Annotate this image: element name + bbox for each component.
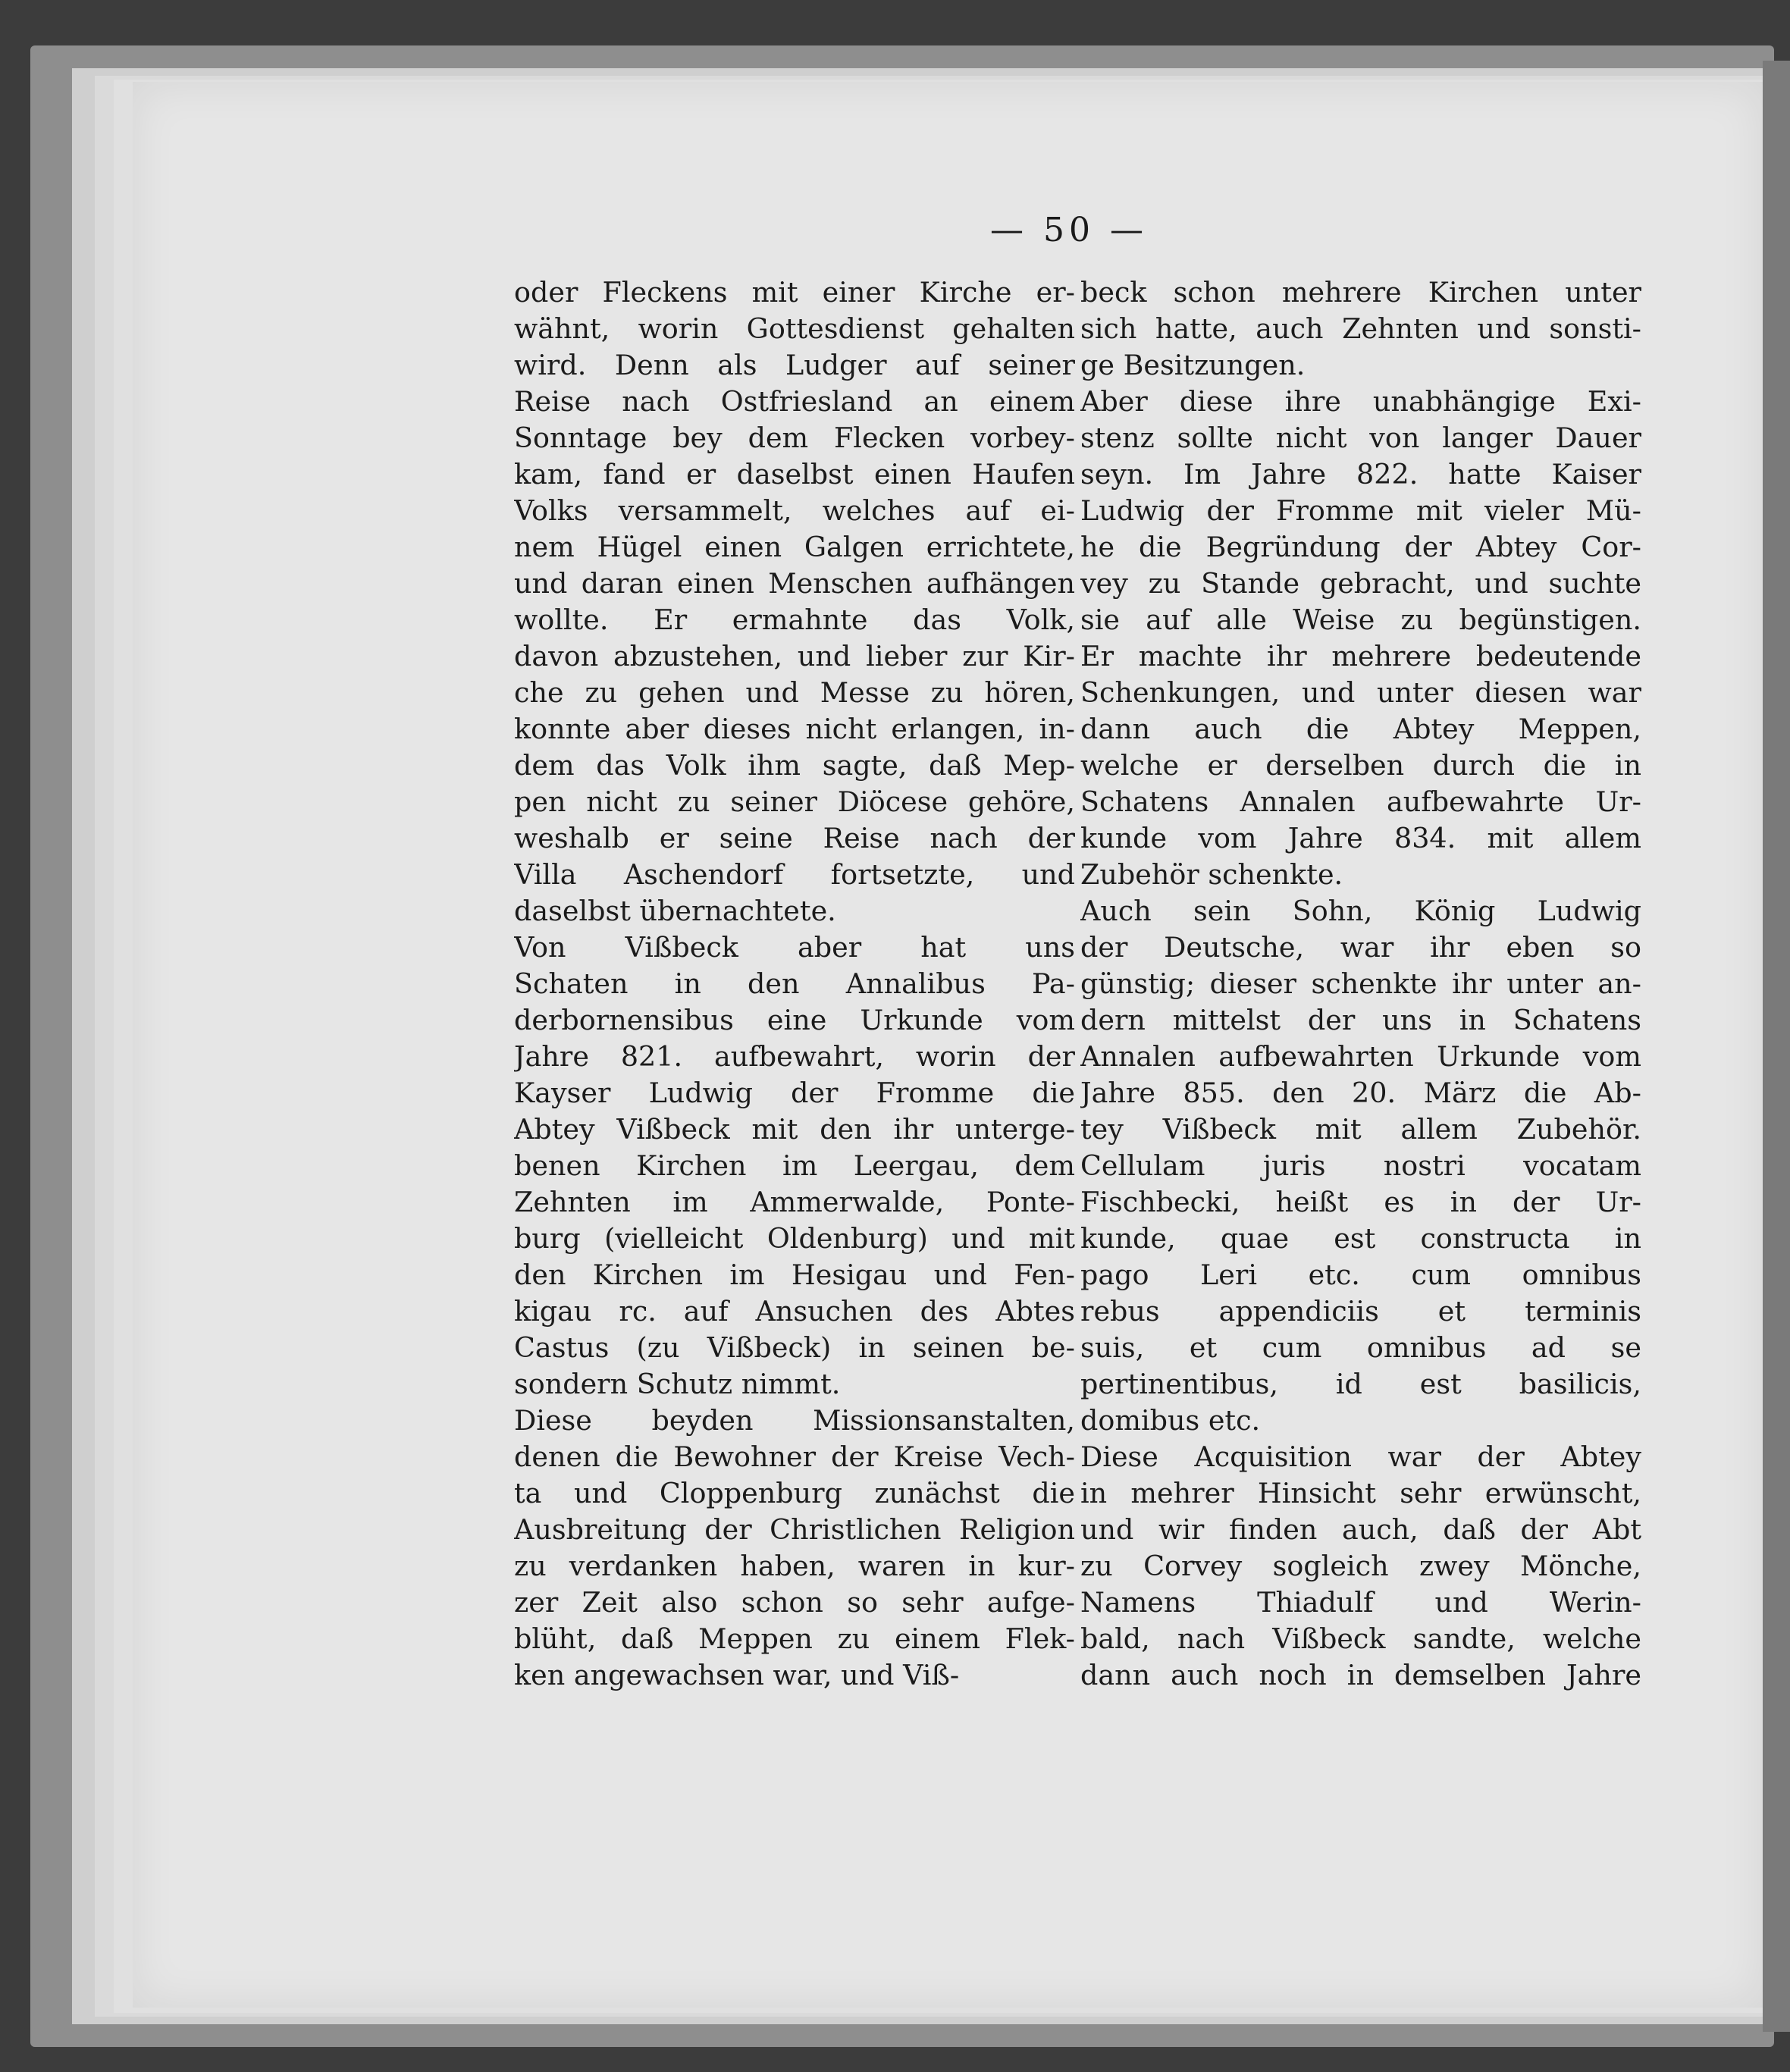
text-line: Abtey Vißbeck mit den ihr unterge- [514, 1113, 1075, 1146]
text-line: weshalb er seine Reise nach der [514, 822, 1075, 854]
text-line: in mehrer Hinsicht sehr erwünscht, [1080, 1477, 1641, 1509]
text-line: wollte. Er ermahnte das Volk, [514, 603, 1075, 636]
text-line: Fischbecki, heißt es in der Ur- [1080, 1186, 1641, 1218]
text-line: ken angewachsen war, und Viß- [514, 1659, 960, 1691]
text-line: pertinentibus, id est basilicis, [1080, 1368, 1641, 1400]
text-line: Jahre 855. den 20. März die Ab- [1080, 1077, 1641, 1109]
text-line: suis, et cum omnibus ad se [1080, 1331, 1641, 1364]
text-line: he die Begründung der Abtey Cor- [1080, 531, 1641, 563]
text-line: günstig; dieser schenkte ihr unter an- [1080, 967, 1641, 1000]
text-line: vey zu Stande gebracht, und suchte [1080, 567, 1641, 600]
text-line: domibus etc. [1080, 1404, 1261, 1437]
text-line: denen die Bewohner der Kreise Vech- [514, 1440, 1075, 1473]
text-line: sich hatte, auch Zehnten und sonsti- [1080, 312, 1641, 345]
text-line: Er machte ihr mehrere bedeutende [1080, 640, 1641, 672]
text-line: kam, fand er daselbst einen Haufen [514, 458, 1075, 491]
text-line: nem Hügel einen Galgen errichtete, [514, 531, 1075, 563]
text-line: daselbst übernachtete. [514, 895, 836, 927]
text-line: kunde, quae est constructa in [1080, 1222, 1641, 1255]
text-line: Sonntage bey dem Flecken vorbey- [514, 422, 1075, 454]
text-line: wähnt, worin Gottesdienst gehalten [514, 312, 1075, 345]
text-line: Schenkungen, und unter diesen war [1080, 676, 1641, 709]
book-right-edge [1763, 61, 1790, 2032]
text-line: Jahre 821. aufbewahrt, worin der [514, 1040, 1075, 1073]
text-line: che zu gehen und Messe zu hören, [514, 676, 1075, 709]
text-line: zu Corvey sogleich zwey Mönche, [1080, 1550, 1641, 1582]
text-line: Annalen aufbewahrten Urkunde vom [1080, 1040, 1641, 1073]
text-line: kigau rc. auf Ansuchen des Abtes [514, 1295, 1075, 1328]
text-line: Namens Thiadulf und Werin- [1080, 1586, 1641, 1619]
text-line: Aber diese ihre unabhängige Exi- [1080, 385, 1641, 418]
text-line: Schaten in den Annalibus Pa- [514, 967, 1075, 1000]
text-line: Ludwig der Fromme mit vieler Mü- [1080, 494, 1641, 527]
text-line: Castus (zu Vißbeck) in seinen be- [514, 1331, 1075, 1364]
text-line: welche er derselben durch die in [1080, 749, 1641, 782]
text-line: sie auf alle Weise zu begünstigen. [1080, 603, 1641, 636]
text-line: burg (vielleicht Oldenburg) und mit [514, 1222, 1075, 1255]
text-line: Diese beyden Missionsanstalten, [514, 1404, 1075, 1437]
text-line: ta und Cloppenburg zunächst die [514, 1477, 1075, 1509]
text-line: und daran einen Menschen aufhängen [514, 567, 1075, 600]
text-line: zu verdanken haben, waren in kur- [514, 1550, 1075, 1582]
left-text-column [514, 274, 1075, 1694]
text-line: oder Fleckens mit einer Kirche er- [514, 276, 1075, 309]
text-line: der Deutsche, war ihr eben so [1080, 931, 1641, 964]
text-line: Cellulam juris nostri vocatam [1080, 1149, 1641, 1182]
text-line: Von Vißbeck aber hat uns [514, 931, 1075, 964]
text-line: Reise nach Ostfriesland an einem [514, 385, 1075, 418]
right-text-column [1080, 274, 1641, 1694]
text-line: Auch sein Sohn, König Ludwig [1080, 895, 1641, 927]
text-line: rebus appendiciis et terminis [1080, 1295, 1641, 1328]
text-line: Diese Acquisition war der Abtey [1080, 1440, 1641, 1473]
text-line: dann auch die Abtey Meppen, [1080, 713, 1641, 745]
text-line: stenz sollte nicht von langer Dauer [1080, 422, 1641, 454]
text-line: Kayser Ludwig der Fromme die [514, 1077, 1075, 1109]
text-line: dern mittelst der uns in Schatens [1080, 1004, 1641, 1036]
text-line: seyn. Im Jahre 822. hatte Kaiser [1080, 458, 1641, 491]
text-line: davon abzustehen, und lieber zur Kir- [514, 640, 1075, 672]
text-line: Ausbreitung der Christlichen Religion [514, 1513, 1075, 1546]
text-line: sondern Schutz nimmt. [514, 1368, 841, 1400]
text-line: benen Kirchen im Leergau, dem [514, 1149, 1075, 1182]
text-line: dem das Volk ihm sagte, daß Mep- [514, 749, 1075, 782]
page-number: — 50 — [990, 211, 1148, 249]
text-line: tey Vißbeck mit allem Zubehör. [1080, 1113, 1641, 1146]
text-line: Schatens Annalen aufbewahrte Ur- [1080, 785, 1641, 818]
text-line: bald, nach Vißbeck sandte, welche [1080, 1622, 1641, 1655]
text-line: wird. Denn als Ludger auf seiner [514, 349, 1075, 381]
text-line: derbornensibus eine Urkunde vom [514, 1004, 1075, 1036]
text-line: pen nicht zu seiner Diöcese gehöre, [514, 785, 1075, 818]
text-line: blüht, daß Meppen zu einem Flek- [514, 1622, 1075, 1655]
text-line: ge Besitzungen. [1080, 349, 1306, 381]
text-line: dann auch noch in demselben Jahre [1080, 1659, 1641, 1691]
text-line: den Kirchen im Hesigau und Fen- [514, 1259, 1075, 1291]
text-line: beck schon mehrere Kirchen unter [1080, 276, 1641, 309]
text-line: kunde vom Jahre 834. mit allem [1080, 822, 1641, 854]
text-line: pago Leri etc. cum omnibus [1080, 1259, 1641, 1291]
text-line: konnte aber dieses nicht erlangen, in- [514, 713, 1075, 745]
text-line: Zubehör schenkte. [1080, 858, 1343, 891]
text-line: Villa Aschendorf fortsetzte, und [514, 858, 1075, 891]
text-line: und wir finden auch, daß der Abt [1080, 1513, 1641, 1546]
text-line: Zehnten im Ammerwalde, Ponte- [514, 1186, 1075, 1218]
text-line: Volks versammelt, welches auf ei- [514, 494, 1075, 527]
text-line: zer Zeit also schon so sehr aufge- [514, 1586, 1075, 1619]
